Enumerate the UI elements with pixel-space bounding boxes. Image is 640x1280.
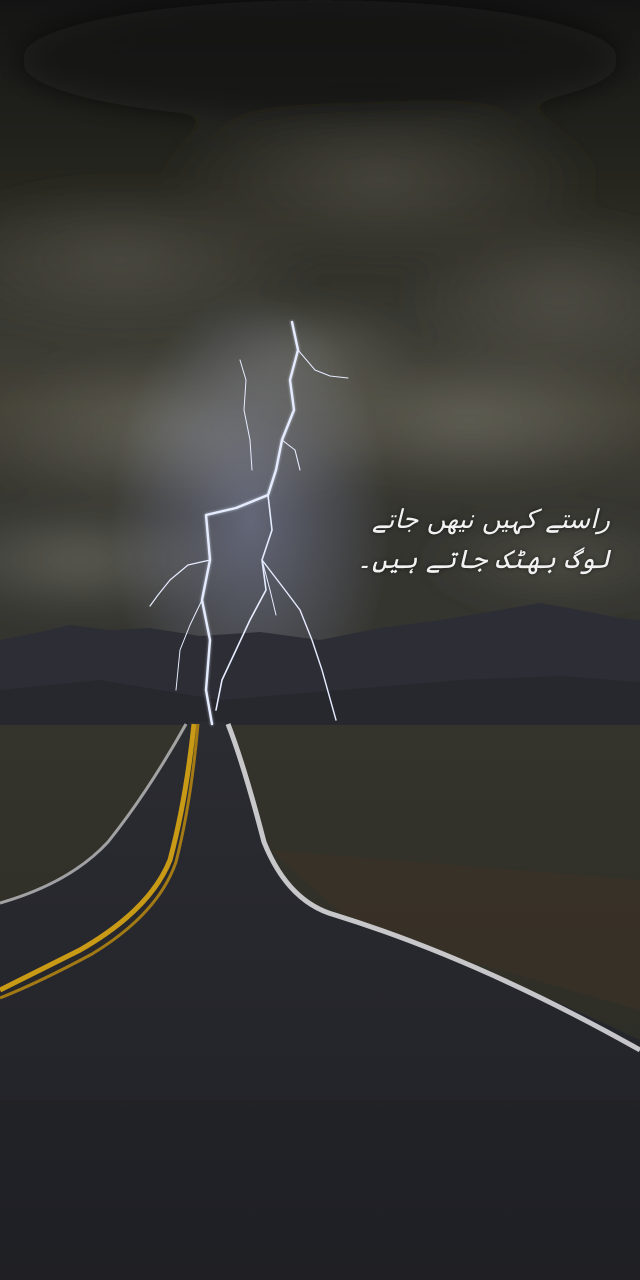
vignette-bottom [0, 1100, 640, 1280]
poetry-line-1: راستے کہیں نیھں جاتے [371, 505, 610, 535]
urdu-poetry [356, 500, 610, 580]
poetry-line-2: لوگ بھٹک جاتے ہیں۔ [356, 545, 610, 575]
